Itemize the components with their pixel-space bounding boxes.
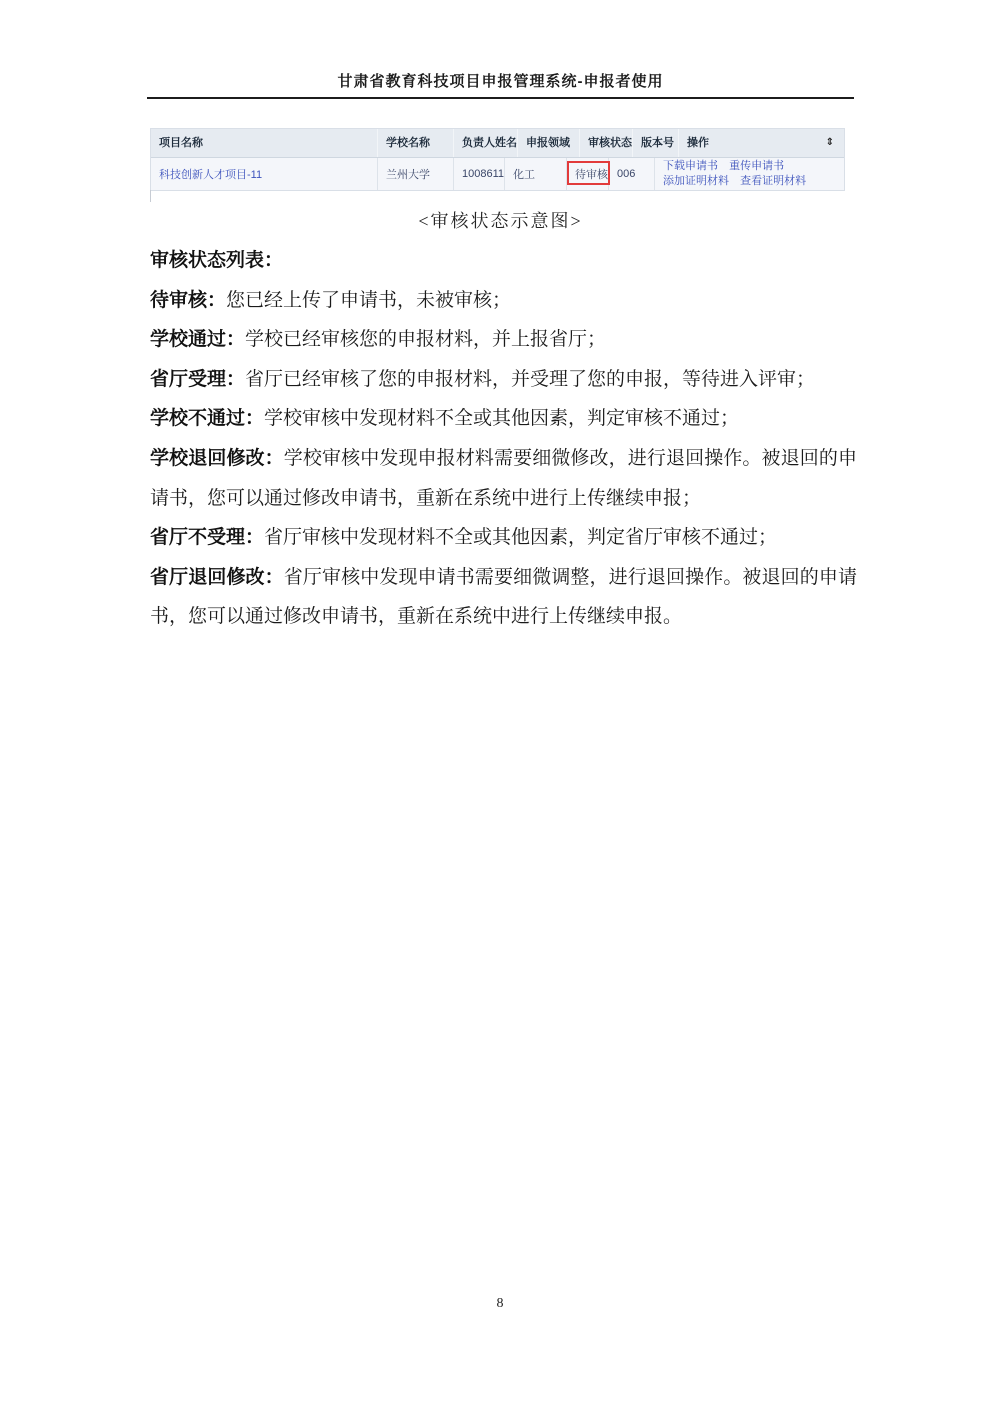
column-header-project-name: 项目名称	[151, 129, 378, 157]
column-header-field: 申报领域	[518, 129, 580, 157]
page-header-title: 甘肃省教育科技项目申报管理系统-申报者使用	[337, 73, 664, 90]
cell-leader-name: 1008611	[454, 158, 505, 190]
status-item-province-accepted: 省厅受理：省厅已经审核了您的申报材料，并受理了您的申报，等待进入评审；	[150, 368, 816, 390]
status-item-school-approved: 学校通过：学校已经审核您的申报材料，并上报省厅；	[150, 329, 607, 351]
status-item-pending: 待审核：您已经上传了申请书，未被审核；	[150, 289, 512, 311]
cell-school-name: 兰州大学	[378, 158, 454, 190]
status-description-list	[150, 241, 857, 637]
cell-project-name	[151, 158, 378, 190]
download-application-link[interactable]: 下载申请书	[663, 160, 719, 172]
add-proof-material-link[interactable]: 添加证明材料	[663, 175, 730, 187]
project-name-link[interactable]: 科技创新人才项目-11	[159, 169, 263, 181]
cell-actions	[655, 158, 844, 190]
status-item-school-rejected: 学校不通过：学校审核中发现材料不全或其他因素，判定审核不通过；	[150, 408, 740, 430]
status-item-school-returned: 学校退回修改：学校审核中发现申报材料需要细微修改，进行退回操作。被退回的申请书，您可以通过修改申请书，重新在系统中进行上传继续申报；	[150, 447, 857, 509]
figure-caption: <审核状态示意图>	[418, 211, 583, 231]
status-item-province-returned: 省厅退回修改：省厅审核中发现申请书需要细微调整，进行退回操作。被退回的申请书，您可以通过修改申请书，重新在系统中进行上传继续申报。	[150, 566, 857, 628]
table-row	[151, 158, 844, 190]
reupload-application-link[interactable]: 重传申请书	[729, 160, 785, 172]
projects-table	[150, 128, 845, 191]
column-header-leader-name: 负责人姓名	[454, 129, 518, 157]
table-edge-fragment	[150, 190, 151, 202]
status-text: 待审核	[575, 169, 609, 181]
column-header-school-name: 学校名称	[378, 129, 454, 157]
sort-icon[interactable]: ⇕	[825, 137, 834, 148]
cell-field: 化工	[505, 158, 567, 190]
cell-status	[567, 158, 609, 190]
status-item-province-rejected: 省厅不受理：省厅审核中发现材料不全或其他因素，判定省厅审核不通过；	[150, 527, 778, 549]
projects-table-header-row	[151, 129, 844, 158]
column-header-version: 版本号	[633, 129, 679, 157]
page-header	[147, 70, 854, 99]
column-header-status: 审核状态	[580, 129, 633, 157]
cell-version: 006	[609, 158, 655, 190]
page-number: 8	[496, 1296, 504, 1311]
column-header-actions: 操作 ⇕	[679, 129, 844, 157]
status-list-heading: 审核状态列表：	[150, 250, 284, 271]
view-proof-material-link[interactable]: 查看证明材料	[740, 175, 807, 187]
